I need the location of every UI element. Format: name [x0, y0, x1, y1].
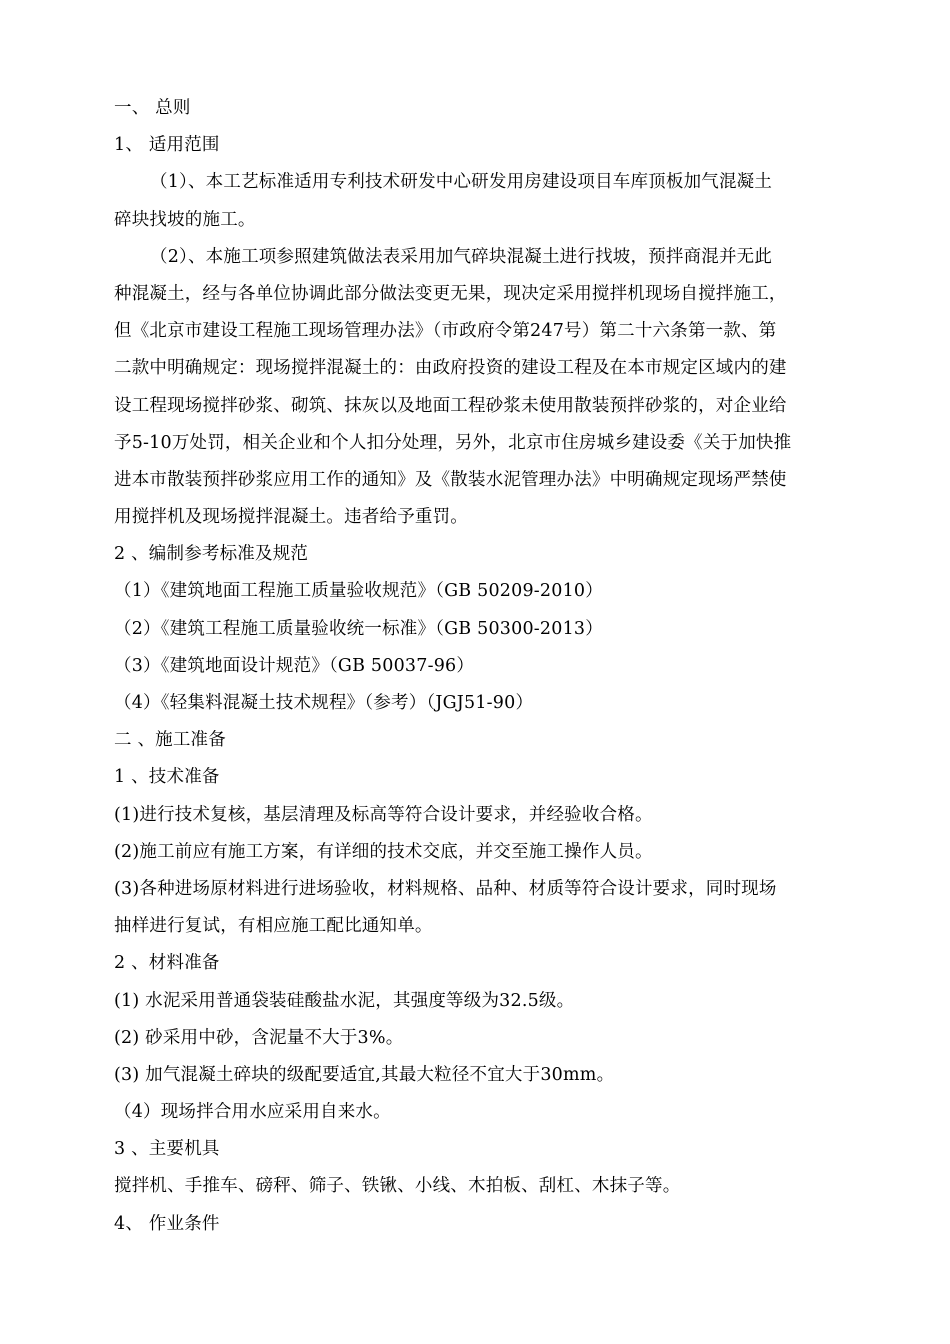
text-line: 2 、材料准备 [114, 953, 220, 974]
text-line: 一、 总则 [114, 98, 191, 118]
document-page [114, 90, 838, 1243]
text-line: 2 、编制参考标准及规范 [114, 544, 309, 565]
text-line: 3 、主要机具 [114, 1139, 220, 1160]
text-line: 二 、施工准备 [114, 730, 226, 751]
text-line: (3) 加气混凝土碎块的级配要适宜,其最大粒径不宜大于30mm。 [114, 1064, 615, 1085]
text-line: 但《北京市建设工程施工现场管理办法》（市政府令第247号）第二十六条第一款、第 [114, 321, 777, 342]
text-line: 设工程现场搅拌砂浆、砌筑、抹灰以及地面工程砂浆未使用散装预拌砂浆的，对企业给 [114, 395, 787, 416]
text-line: 4、 作业条件 [114, 1213, 220, 1234]
text-line: (2)施工前应有施工方案，有详细的技术交底，并交至施工操作人员。 [114, 841, 653, 862]
text-line: （2）《建筑工程施工质量验收统一标准》（GB 50300-2013） [114, 618, 603, 639]
text-line: 予5-10万处罚，相关企业和个人扣分处理，另外，北京市住房城乡建设委《关于加快推 [114, 432, 792, 453]
text-line: 用搅拌机及现场搅拌混凝土。违者给予重罚。 [114, 507, 468, 528]
text-line: (1)进行技术复核，基层清理及标高等符合设计要求，并经验收合格。 [114, 804, 653, 825]
text-line: （3）《建筑地面设计规范》（GB 50037-96） [114, 655, 475, 676]
text-line: 二款中明确规定：现场搅拌混凝土的：由政府投资的建设工程及在本市规定区域内的建 [114, 358, 787, 379]
text-line: 1 、技术准备 [114, 767, 220, 788]
text-line: 种混凝土，经与各单位协调此部分做法变更无果，现决定采用搅拌机现场自搅拌施工， [114, 283, 787, 304]
text-line: （4）现场拌合用水应采用自来水。 [114, 1102, 391, 1123]
text-line: (3)各种进场原材料进行进场验收，材料规格、品种、材质等符合设计要求，同时现场 [114, 878, 777, 899]
text-line: 进本市散装预拌砂浆应用工作的通知》及《散装水泥管理办法》中明确规定现场严禁使 [114, 469, 787, 490]
text-line: 搅拌机、手推车、磅秤、筛子、铁锹、小线、木拍板、刮杠、木抹子等。 [114, 1176, 681, 1197]
text-line: (1) 水泥采用普通袋装硅酸盐水泥，其强度等级为32.5级。 [114, 990, 575, 1011]
text-line: （4）《轻集料混凝土技术规程》（参考）（JGJ51-90） [114, 693, 534, 713]
text-line: （1）《建筑地面工程施工质量验收规范》（GB 50209-2010） [114, 581, 603, 602]
text-line: 碎块找坡的施工。 [114, 209, 256, 230]
text-line: （1）、本工艺标准适用专利技术研发中心研发用房建设项目车库顶板加气混凝土 [150, 172, 773, 193]
text-line: （2）、本施工项参照建筑做法表采用加气碎块混凝土进行找坡，预拌商混并无此 [150, 246, 773, 267]
text-line: 1、 适用范围 [114, 135, 220, 156]
text-line: (2) 砂采用中砂，含泥量不大于3%。 [114, 1027, 404, 1048]
text-line: 抽样进行复试，有相应施工配比通知单。 [114, 916, 433, 937]
